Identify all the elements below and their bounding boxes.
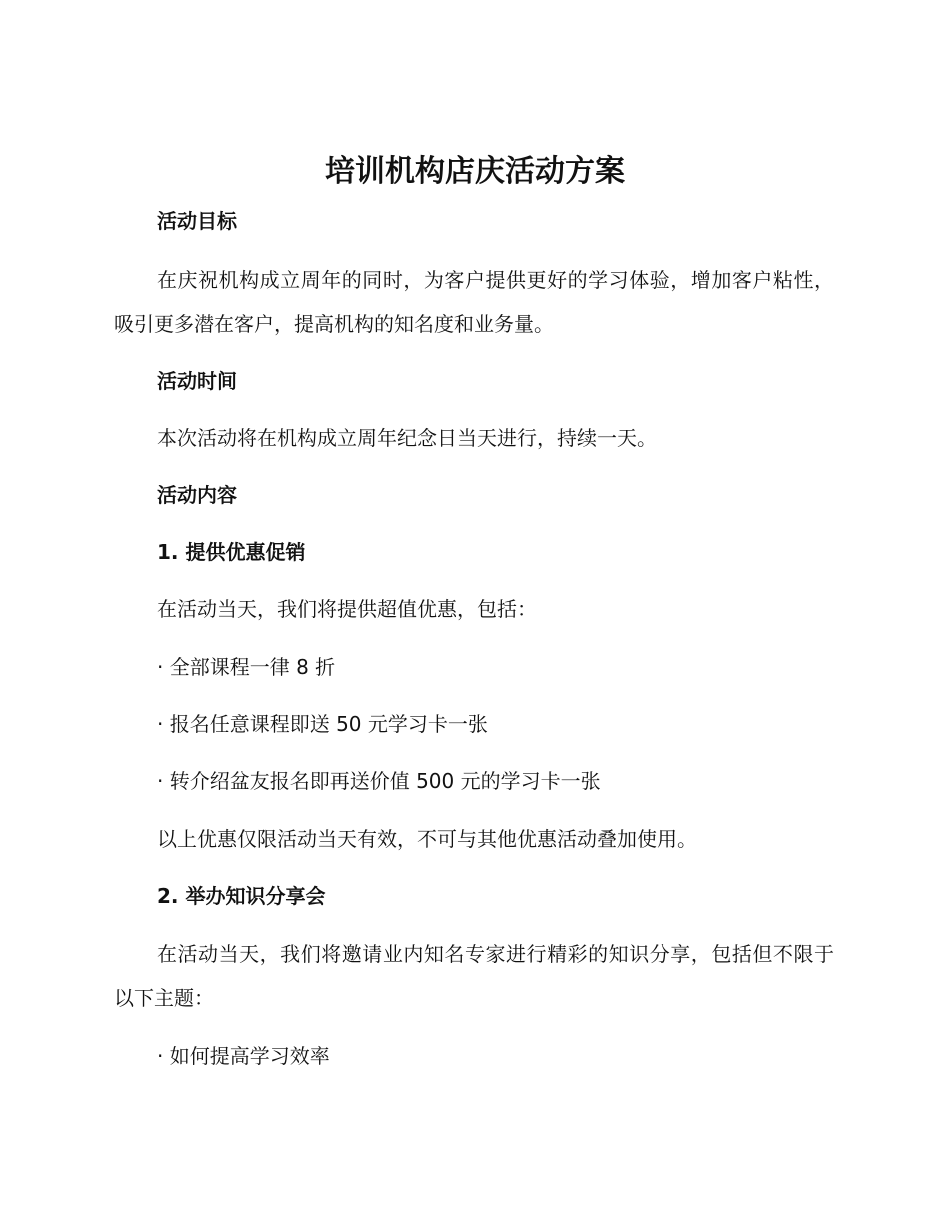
paragraph-promotion-intro: 在活动当天，我们将提供超值优惠，包括： (157, 597, 537, 621)
subsection-heading-knowledge-sharing: 2. 举办知识分享会 (157, 884, 326, 908)
section-heading-content: 活动内容 (157, 483, 237, 507)
document-title: 培训机构店庆活动方案 (325, 154, 625, 189)
list-item: · 转介绍盆友报名即再送价值 500 元的学习卡一张 (157, 769, 601, 793)
paragraph-knowledge-sharing-intro: 在活动当天，我们将邀请业内知名专家进行精彩的知识分享，包括但不限于以下主题： (114, 942, 834, 1010)
list-item: · 全部课程一律 8 折 (157, 655, 336, 679)
paragraph-promotion-note: 以上优惠仅限活动当天有效，不可与其他优惠活动叠加使用。 (157, 827, 697, 851)
list-item: · 如何提高学习效率 (157, 1044, 330, 1068)
paragraph-time: 本次活动将在机构成立周年纪念日当天进行，持续一天。 (157, 426, 657, 450)
subsection-heading-promotion: 1. 提供优惠促销 (157, 540, 306, 564)
paragraph-goal: 在庆祝机构成立周年的同时，为客户提供更好的学习体验，增加客户粘性，吸引更多潜在客户，提高机构的知名度和业务量。 (114, 268, 834, 336)
section-heading-goal: 活动目标 (157, 209, 237, 233)
list-item: · 报名任意课程即送 50 元学习卡一张 (157, 712, 488, 736)
section-heading-time: 活动时间 (157, 369, 237, 393)
